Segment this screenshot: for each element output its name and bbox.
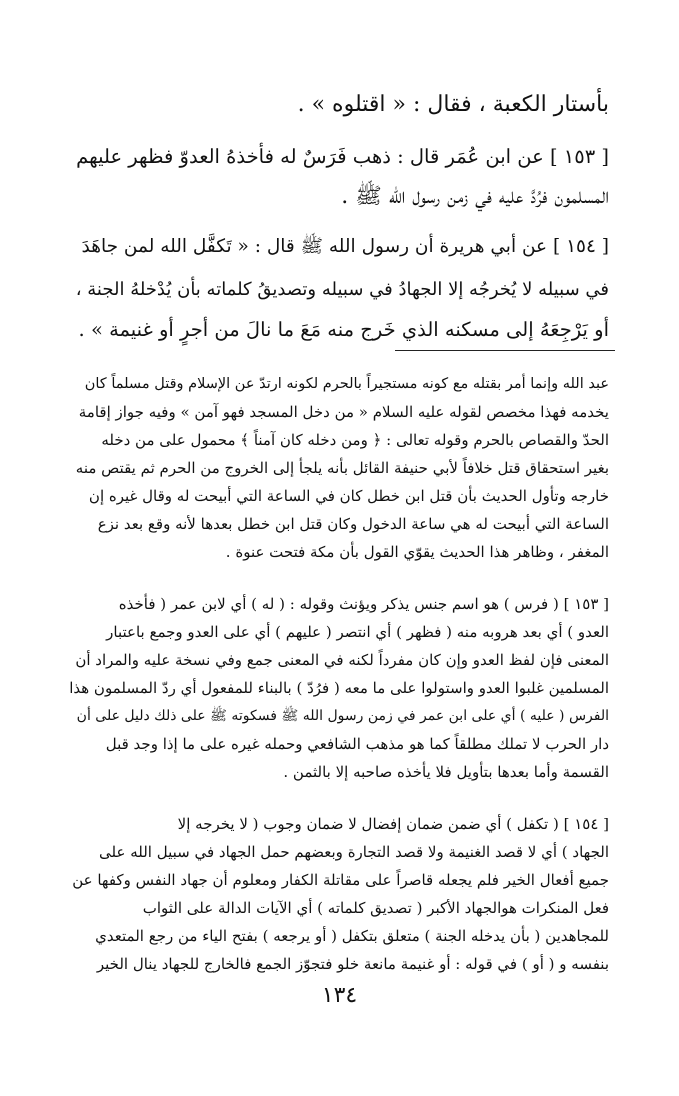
commentary-line: خارجه وتأول الحديث بأن قتل ابن خطل كان في الساعة التي أبيحت له وقال غيره إن (88, 487, 609, 505)
hadith-154-line-1: [ ١٥٤ ] عن أبي هريرة أن رسول الله ﷺ قال : « تَكفَّل الله لمن جاهَدَ (81, 236, 609, 257)
main-line-1: بأستار الكعبة ، فقال : « اقتلوه » . (297, 92, 609, 117)
commentary-line: المغفر ، وظاهر هذا الحديث يقوّي القول بأن مكة فتحت عنوة . (225, 543, 609, 561)
commentary-line: بنفسه و ( أو ) في قوله : أو غنيمة مانعة خلو فتجوّز الجمع فالخارج للجهاد ينال الخير (96, 955, 609, 973)
commentary-line: [ ١٥٣ ] ( فرس ) هو اسم جنس يذكر ويؤنث وقوله : ( له ) أي لابن عمر ( فأخذه (118, 595, 609, 613)
hadith-154-line-2: في سبيله لا يُخرجُه إلا الجهادُ في سبيله وتصديقُ كلماته بأن يُدْخلهُ الجنة ، (75, 279, 609, 300)
commentary-line: فعل المنكرات هوالجهاد الأكبر ( تصديق كلماته ) أي الآيات الدالة على الثواب (142, 899, 609, 917)
hadith-154-line-3: أو يَرْجِعَهُ إلى مسكنه الذي خَرج منه مَعَ ما نالَ من أجرٍ أو غنيمة » . (78, 318, 609, 341)
commentary-line: [ ١٥٤ ] ( تكفل ) أي ضمن ضمان إفضال لا ضمان وجوب ( لا يخرجه إلا (177, 815, 609, 833)
page-number: ١٣٤ (321, 983, 358, 1008)
commentary-line: الحدّ والقصاص بالحرم وقوله تعالى : ﴿ ومن دخله كان آمناً ﴾ محمول على من دخله (101, 431, 609, 449)
commentary-line: للمجاهدين ( بأن يدخله الجنة ) متعلق بتكفل ( أو يرجعه ) بفتح الياء من رجع المتعدي (95, 927, 609, 945)
commentary-line: الفرس ( عليه ) أي على ابن عمر في زمن رسول الله ﷺ فسكوته ﷺ على ذلك دليل على أن (76, 708, 609, 724)
commentary-line: المعنى فإن لفظ العدو وإن كان مفرداً لكنه في المعنى جمع وفي نسخة عليه والمراد أن (75, 651, 609, 669)
hadith-153-line-2: المسلمون فرُدَّ عليه في زمن رسول الله ﷺ . (341, 184, 609, 209)
commentary-line: الجهاد ) أي لا قصد الغنيمة ولا قصد التجارة وبعضهم حمل الجهاد في سبيل الله على (99, 843, 609, 861)
commentary-line: جميع أفعال الخير فلم يجعله قاصراً على مقاتلة الكفار ومعلوم أن جهاد النفس وكفها عن (72, 871, 609, 889)
commentary-line: يخدمه فهذا مخصص لقوله عليه السلام « من دخل المسجد فهو آمن » وفيه جواز إقامة (78, 403, 609, 421)
commentary-line: بغير استحقاق قتل خلافاً لأبي حنيفة القائل بأنه يلجأ إلى الخروج من الحرم ثم يقتص منه (75, 459, 609, 477)
commentary-line: دار الحرب لا تملك مطلقاً كما هو مذهب الشافعي وحمله غيره على ما إذا وجد قبل (105, 735, 609, 753)
commentary-line: المسلمين غلبوا العدو واستولوا على ما معه ( فرُدّ ) بالبناء للمفعول أي ردّ المسلمون هذا (69, 679, 609, 697)
commentary-line: عبد الله وإنما أمر بقتله مع كونه مستجيراً بالحرم لكونه ارتدّ عن الإسلام وقتل مسلماً كان (84, 376, 609, 392)
commentary-line: العدو ) أي بعد هروبه منه ( فظهر ) أي انتصر ( عليهم ) أي على العدو وجمع باعتبار (106, 623, 609, 641)
commentary-line: الساعة التي أبيحت له هي ساعة الدخول وكان قتل ابن خطل بعدها لأنه وقع بعد نزع (97, 515, 609, 533)
commentary-line: القسمة وأما بعدها بتأويل فلا يأخذه صاحبه إلا بالثمن . (283, 763, 609, 781)
footnote-divider (395, 350, 615, 351)
hadith-153-line-1: [ ١٥٣ ] عن ابن عُمَر قال : ذهب فَرَسٌ له فأخذهُ العدوّ فظهر عليهم (76, 145, 609, 168)
